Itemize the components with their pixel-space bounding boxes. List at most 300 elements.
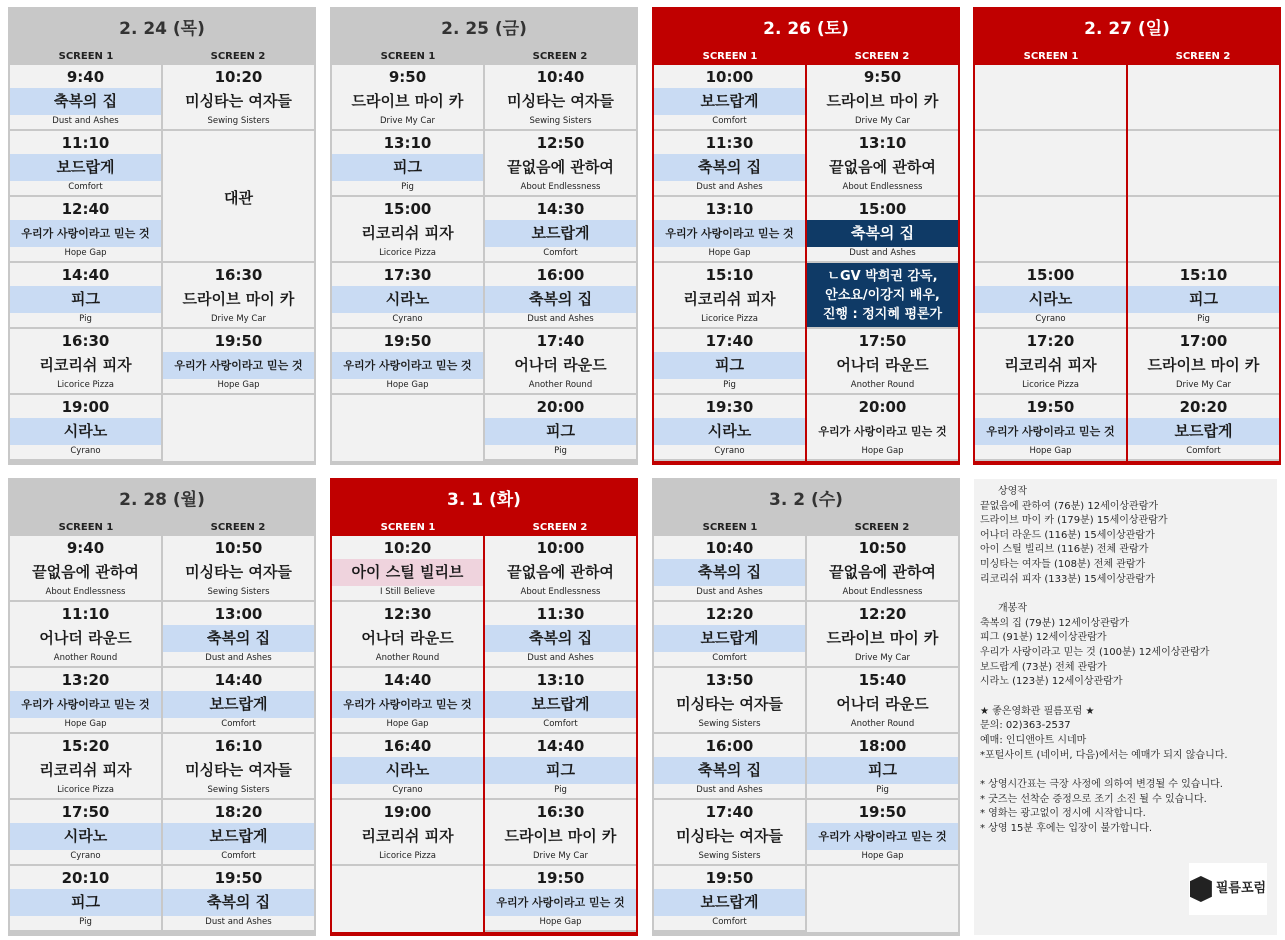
screen-2-header: SCREEN 2: [532, 51, 588, 62]
gv-event-line: 안소요/이강지 배우,: [825, 288, 940, 303]
screening-slot: [807, 536, 958, 602]
screening-slot: [10, 734, 161, 800]
movie-title-ko: 축복의 집: [10, 88, 161, 115]
screening-slot: [10, 395, 161, 461]
movie-title-en: Hope Gap: [861, 851, 904, 861]
now-showing-item: 끝없음에 관하여 (76분) 12세이상관람가: [980, 500, 1159, 512]
screen-columns: [654, 65, 958, 461]
movie-title-ko: 보드랍게: [10, 154, 161, 181]
screening-slot: [485, 866, 636, 932]
movie-title-ko: 피그: [485, 757, 636, 784]
screening-slot: [332, 536, 483, 602]
showtime: 10:50: [858, 539, 907, 557]
movie-title-en: Sewing Sisters: [698, 851, 761, 861]
movie-title-en: Sewing Sisters: [207, 116, 270, 126]
showtime: 16:40: [383, 737, 432, 755]
now-showing-list: [980, 500, 1271, 588]
movie-title-ko: 우리가 사랑이라고 믿는 것: [654, 220, 805, 247]
empty-slot: [1128, 131, 1279, 197]
screen2-column: [807, 536, 958, 932]
screening-slot: [163, 602, 314, 668]
showtime: 16:30: [61, 332, 110, 350]
showtime: 20:00: [536, 398, 585, 416]
movie-title-ko: 피그: [10, 889, 161, 916]
showtime: 16:30: [536, 803, 585, 821]
screen-headers: [654, 49, 958, 65]
movie-title-ko: 리코리쉬 피자: [39, 761, 132, 779]
movie-title-en: Another Round: [375, 653, 440, 663]
screen-columns: [654, 536, 958, 932]
screening-slot: [654, 536, 805, 602]
movie-title-en: Comfort: [68, 182, 103, 192]
movie-title-en: About Endlessness: [520, 587, 601, 597]
movie-title-en: About Endlessness: [520, 182, 601, 192]
screening-slot: [163, 866, 314, 932]
movie-title-ko: 우리가 사랑이라고 믿는 것: [818, 425, 947, 438]
movie-title-ko: 리코리쉬 피자: [361, 224, 454, 242]
screen-2-header: SCREEN 2: [210, 51, 266, 62]
showtime: 15:40: [858, 671, 907, 689]
movie-title-ko: 축복의 집: [654, 757, 805, 784]
movie-title-en: Sewing Sisters: [698, 719, 761, 729]
screen-1-header: SCREEN 1: [380, 522, 436, 533]
movie-title-ko: 끝없음에 관하여: [507, 563, 614, 581]
movie-title-ko: 끝없음에 관하여: [32, 563, 139, 581]
showtime: 17:50: [858, 332, 907, 350]
screening-slot: [10, 131, 161, 197]
movie-title-en: Comfort: [712, 653, 747, 663]
movie-title-ko: 미싱타는 여자들: [185, 563, 292, 581]
showtime: 17:40: [705, 803, 754, 821]
movie-title-en: Drive My Car: [854, 653, 911, 663]
showtime: 13:10: [858, 134, 907, 152]
movie-title-ko: 축복의 집: [163, 889, 314, 916]
showtime: 13:10: [705, 200, 754, 218]
movie-title-ko: 보드랍게: [1128, 418, 1279, 445]
movie-title-en: Hope Gap: [386, 719, 429, 729]
screening-slot: [332, 329, 483, 395]
movie-title-ko: 축복의 집: [485, 625, 636, 652]
movie-title-en: Hope Gap: [1029, 446, 1072, 456]
new-release-item: 시라노 (123분) 12세이상관람가: [980, 676, 1123, 688]
screening-slot: [1128, 395, 1279, 461]
showtime: 9:40: [66, 539, 105, 557]
new-release-list: [980, 617, 1271, 690]
screen-headers: [10, 520, 314, 536]
movie-title-ko: 우리가 사랑이라고 믿는 것: [163, 352, 314, 379]
rental-label: 대관: [224, 189, 253, 207]
screening-slot: [163, 263, 314, 329]
showtime: 15:00: [383, 200, 432, 218]
screening-slot: [485, 536, 636, 602]
film-forum-logo: [1189, 863, 1267, 915]
screen2-column: [807, 65, 958, 461]
screening-slot: [807, 395, 958, 461]
movie-title-en: Drive My Car: [210, 314, 267, 324]
movie-title-ko: 드라이브 마이 카: [1147, 356, 1260, 374]
screening-slot: [975, 329, 1126, 395]
movie-title-ko: 우리가 사랑이라고 믿는 것: [485, 889, 636, 916]
movie-title-en: Another Round: [850, 380, 915, 390]
movie-title-en: Dust and Ashes: [696, 785, 763, 795]
movie-title-en: Hope Gap: [861, 446, 904, 456]
showtime: 12:50: [536, 134, 585, 152]
screening-slot: [807, 65, 958, 131]
movie-title-ko: 드라이브 마이 카: [351, 92, 464, 110]
movie-title-en: Another Round: [528, 380, 593, 390]
showtime: 10:20: [383, 539, 432, 557]
movie-title-ko: 우리가 사랑이라고 믿는 것: [975, 418, 1126, 445]
empty-slot: [975, 197, 1126, 263]
movie-title-ko: 미싱타는 여자들: [676, 827, 783, 845]
movie-title-en: Cyrano: [392, 785, 423, 795]
movie-title-ko: 미싱타는 여자들: [507, 92, 614, 110]
screening-slot: [332, 734, 483, 800]
now-showing-item: 아이 스틸 빌리브 (116분) 전체 관람가: [980, 544, 1149, 556]
movie-title-ko: 미싱타는 여자들: [676, 695, 783, 713]
day-panel-d2: [330, 7, 638, 465]
new-release-title: 개봉작: [998, 603, 1027, 615]
showtime: 14:40: [61, 266, 110, 284]
screening-slot: [654, 866, 805, 932]
showtime: 18:20: [214, 803, 263, 821]
empty-slot: [1128, 197, 1279, 263]
screening-slot: [10, 263, 161, 329]
day-panel-d4: [973, 7, 1281, 465]
gv-event-line: ㄴGV 박희권 감독,: [827, 269, 938, 284]
showtime: 11:30: [705, 134, 754, 152]
new-release-item: 우리가 사랑이라고 믿는 것 (100분) 12세이상관람가: [980, 646, 1210, 658]
screening-slot: [485, 197, 636, 263]
screening-slot: [10, 602, 161, 668]
movie-title-en: Drive My Car: [532, 851, 589, 861]
screening-slot: [485, 602, 636, 668]
screening-slot: [1128, 329, 1279, 395]
screening-slot: [163, 800, 314, 866]
cube-logo-icon: [1190, 876, 1212, 902]
movie-title-en: About Endlessness: [842, 182, 923, 192]
screen-1-header: SCREEN 1: [58, 522, 114, 533]
screen-columns: [332, 536, 636, 932]
screening-slot: [10, 866, 161, 932]
showtime: 13:50: [705, 671, 754, 689]
movie-title-ko: 드라이브 마이 카: [826, 92, 939, 110]
movie-title-en: Pig: [554, 446, 567, 456]
note-line: * 상영시간표는 극장 사정에 의하여 변경될 수 있습니다.: [980, 779, 1223, 791]
showtime: 10:00: [705, 68, 754, 86]
screening-slot: [163, 734, 314, 800]
day-title: 2. 28 (월): [119, 490, 205, 510]
now-showing-title: 상영작: [998, 486, 1027, 497]
screening-slot: [485, 395, 636, 461]
screen-headers: [10, 49, 314, 65]
movie-title-ko: 어나더 라운드: [39, 629, 132, 647]
movie-title-ko: 시라노: [654, 418, 805, 445]
screen1-column: [10, 536, 163, 932]
new-release-item: 보드랍게 (73분) 전체 관람가: [980, 661, 1107, 673]
movie-title-en: Another Round: [53, 653, 118, 663]
movie-title-ko: 보드랍게: [485, 691, 636, 718]
movie-title-en: Comfort: [712, 116, 747, 126]
showtime: 20:20: [1179, 398, 1228, 416]
movie-title-en: Hope Gap: [64, 248, 107, 258]
movie-title-en: Licorice Pizza: [57, 785, 114, 795]
screen2-column: [163, 65, 314, 461]
day-panel-d6: [330, 478, 638, 936]
showtime: 10:40: [536, 68, 585, 86]
screen1-column: [332, 65, 485, 461]
screening-slot: [654, 800, 805, 866]
movie-title-en: Cyrano: [714, 446, 745, 456]
screening-slot: [654, 263, 805, 329]
movie-title-en: Dust and Ashes: [52, 116, 119, 126]
showtime: 19:50: [214, 869, 263, 887]
screening-slot: [485, 131, 636, 197]
movie-title-ko: 우리가 사랑이라고 믿는 것: [332, 691, 483, 718]
screen1-column: [332, 536, 485, 932]
movie-title-ko: 우리가 사랑이라고 믿는 것: [807, 823, 958, 850]
screening-slot: [332, 131, 483, 197]
movie-title-ko: 축복의 집: [485, 286, 636, 313]
screen2-column: [485, 65, 636, 461]
showtime: 14:40: [214, 671, 263, 689]
logo-text: 필름포럼: [1215, 880, 1267, 896]
screen-2-header: SCREEN 2: [854, 522, 910, 533]
showtime: 12:20: [705, 605, 754, 623]
showtime: 15:00: [858, 200, 907, 218]
screen-2-header: SCREEN 2: [210, 522, 266, 533]
showtime: 17:40: [705, 332, 754, 350]
movie-title-ko: 끝없음에 관하여: [829, 158, 936, 176]
movie-title-ko: 보드랍게: [654, 88, 805, 115]
day-panel-d3: [652, 7, 960, 465]
now-showing-item: 어나더 라운드 (116분) 15세이상관람가: [980, 529, 1155, 541]
movie-title-en: Another Round: [850, 719, 915, 729]
screening-slot: [163, 668, 314, 734]
movie-title-ko: 보드랍게: [163, 691, 314, 718]
showtime: 18:00: [858, 737, 907, 755]
screen-columns: [332, 65, 636, 461]
screen1-column: [975, 65, 1128, 461]
day-title: 2. 24 (목): [119, 19, 205, 39]
screen-2-header: SCREEN 2: [854, 51, 910, 62]
showtime: 13:10: [383, 134, 432, 152]
showtime: 19:30: [705, 398, 754, 416]
screen-headers: [654, 520, 958, 536]
movie-title-ko: 어나더 라운드: [361, 629, 454, 647]
day-title: 3. 2 (수): [769, 490, 843, 510]
movie-title-en: Hope Gap: [539, 917, 582, 927]
movie-title-en: Cyrano: [392, 314, 423, 324]
empty-slot: [975, 65, 1126, 131]
showtime: 10:40: [705, 539, 754, 557]
movie-title-en: I Still Believe: [380, 587, 435, 597]
showtime: 17:20: [1026, 332, 1075, 350]
screening-slot: [807, 800, 958, 866]
movie-title-ko: 피그: [1128, 286, 1279, 313]
movie-title-en: Dust and Ashes: [527, 314, 594, 324]
screening-slot: [332, 800, 483, 866]
screening-slot: [332, 668, 483, 734]
day-panel-d1: [8, 7, 316, 465]
movie-title-en: Drive My Car: [854, 116, 911, 126]
movie-title-ko: 피그: [654, 352, 805, 379]
movie-title-en: Cyrano: [70, 851, 101, 861]
movie-title-ko: 리코리쉬 피자: [361, 827, 454, 845]
screening-slot: [485, 800, 636, 866]
movie-title-en: Pig: [554, 785, 567, 795]
screen-1-header: SCREEN 1: [702, 522, 758, 533]
screening-slot: [654, 668, 805, 734]
contact-list: [980, 705, 1271, 763]
movie-title-ko: 우리가 사랑이라고 믿는 것: [10, 691, 161, 718]
movie-title-en: Cyrano: [1035, 314, 1066, 324]
screening-slot: [10, 536, 161, 602]
movie-title-ko: 시라노: [332, 757, 483, 784]
movie-title-ko: 리코리쉬 피자: [1004, 356, 1097, 374]
movie-title-ko: 보드랍게: [654, 625, 805, 652]
screening-slot: [654, 197, 805, 263]
screen-1-header: SCREEN 1: [58, 51, 114, 62]
movie-title-ko: 축복의 집: [654, 154, 805, 181]
showtime: 19:00: [61, 398, 110, 416]
movie-title-en: Comfort: [543, 248, 578, 258]
movie-title-ko: 보드랍게: [163, 823, 314, 850]
showtime: 17:30: [383, 266, 432, 284]
screen-2-header: SCREEN 2: [1175, 51, 1231, 62]
screening-slot: [485, 65, 636, 131]
screen-1-header: SCREEN 1: [1023, 51, 1079, 62]
showtime: 15:10: [1179, 266, 1228, 284]
movie-title-en: Dust and Ashes: [696, 182, 763, 192]
showtime: 10:20: [214, 68, 263, 86]
rental-block: [163, 131, 314, 263]
movie-title-en: Sewing Sisters: [529, 116, 592, 126]
gv-event-note: [807, 263, 958, 329]
day-panel-d7: [652, 478, 960, 936]
movie-title-ko: 보드랍게: [485, 220, 636, 247]
screening-slot: [654, 65, 805, 131]
movie-title-en: Dust and Ashes: [849, 248, 916, 258]
screen-columns: [10, 65, 314, 461]
movie-title-en: Hope Gap: [386, 380, 429, 390]
contact-line: 문의: 02)363-2537: [980, 720, 1071, 732]
movie-title-en: Hope Gap: [708, 248, 751, 258]
screening-slot: [807, 734, 958, 800]
screen-columns: [10, 536, 314, 932]
showtime: 9:50: [388, 68, 427, 86]
screening-slot: [163, 329, 314, 395]
showtime: 9:40: [66, 68, 105, 86]
gv-event-text: [807, 263, 958, 324]
day-title: 2. 27 (일): [1084, 19, 1170, 39]
movie-title-ko: 미싱타는 여자들: [185, 92, 292, 110]
movie-title-ko: 피그: [807, 757, 958, 784]
movie-title-en: Dust and Ashes: [205, 917, 272, 927]
movie-title-ko: 피그: [485, 418, 636, 445]
showtime: 11:10: [61, 134, 110, 152]
showtime: 15:00: [1026, 266, 1075, 284]
showtime: 19:50: [705, 869, 754, 887]
screening-slot: [485, 263, 636, 329]
movie-title-ko: 드라이브 마이 카: [182, 290, 295, 308]
showtime: 19:50: [1026, 398, 1075, 416]
screen2-column: [163, 536, 314, 932]
movie-title-en: Licorice Pizza: [379, 851, 436, 861]
movie-title-en: Sewing Sisters: [207, 587, 270, 597]
note-line: * 굿즈는 선착순 증정으로 조기 소진 될 수 있습니다.: [980, 793, 1207, 805]
movie-title-en: Hope Gap: [217, 380, 260, 390]
movie-title-ko: 리코리쉬 피자: [39, 356, 132, 374]
showtime: 13:00: [214, 605, 263, 623]
movie-title-en: Comfort: [543, 719, 578, 729]
day-panel-d5: [8, 478, 316, 936]
movie-title-en: Pig: [723, 380, 736, 390]
screening-slot: [807, 668, 958, 734]
showtime: 14:40: [536, 737, 585, 755]
screening-slot: [975, 263, 1126, 329]
movie-title-ko: 어나더 라운드: [836, 695, 929, 713]
notes-list: [980, 778, 1271, 836]
info-panel: [974, 479, 1277, 935]
screening-slot: [332, 263, 483, 329]
movie-title-ko: 끝없음에 관하여: [507, 158, 614, 176]
movie-title-en: Licorice Pizza: [379, 248, 436, 258]
movie-title-en: Comfort: [712, 917, 747, 927]
movie-title-en: Comfort: [221, 851, 256, 861]
showtime: 19:50: [858, 803, 907, 821]
movie-title-en: Dust and Ashes: [696, 587, 763, 597]
now-showing-item: 미싱타는 여자들 (108분) 전체 관람가: [980, 558, 1146, 570]
contact-line: ★ 좋은영화관 필름포럼 ★: [980, 705, 1095, 717]
showtime: 13:20: [61, 671, 110, 689]
movie-title-en: Licorice Pizza: [701, 314, 758, 324]
note-line: * 영화는 광고없이 정시에 시작합니다.: [980, 808, 1146, 820]
movie-title-ko: 드라이브 마이 카: [826, 629, 939, 647]
screening-slot: [485, 734, 636, 800]
showtime: 11:30: [536, 605, 585, 623]
screen-2-header: SCREEN 2: [532, 522, 588, 533]
movie-title-ko: 어나더 라운드: [836, 356, 929, 374]
showtime: 19:50: [214, 332, 263, 350]
screen-1-header: SCREEN 1: [702, 51, 758, 62]
movie-title-ko: 시라노: [975, 286, 1126, 313]
showtime: 11:10: [61, 605, 110, 623]
screening-slot: [10, 329, 161, 395]
screening-slot: [654, 395, 805, 461]
now-showing-item: 드라이브 마이 카 (179분) 15세이상관람가: [980, 515, 1168, 527]
showtime: 20:00: [858, 398, 907, 416]
movie-title-en: Dust and Ashes: [205, 653, 272, 663]
screening-slot: [10, 65, 161, 131]
movie-title-ko: 우리가 사랑이라고 믿는 것: [10, 220, 161, 247]
empty-slot: [975, 131, 1126, 197]
new-release-item: 피그 (91분) 12세이상관람가: [980, 632, 1107, 644]
contact-line: 예매: 인디앤아트 시네마: [980, 734, 1087, 746]
movie-title-en: About Endlessness: [45, 587, 126, 597]
showtime: 17:40: [536, 332, 585, 350]
screening-slot: [975, 395, 1126, 461]
movie-title-en: Pig: [876, 785, 889, 795]
screen2-column: [1128, 65, 1279, 461]
showtime: 14:40: [383, 671, 432, 689]
screening-slot: [10, 668, 161, 734]
movie-title-en: Comfort: [1186, 446, 1221, 456]
showtime: 15:10: [705, 266, 754, 284]
screen2-column: [485, 536, 636, 932]
movie-title-ko: 아이 스틸 빌리브: [332, 559, 483, 586]
contact-line: *포털사이트 (네이버, 다음)에서는 예매가 되지 않습니다.: [980, 749, 1228, 761]
